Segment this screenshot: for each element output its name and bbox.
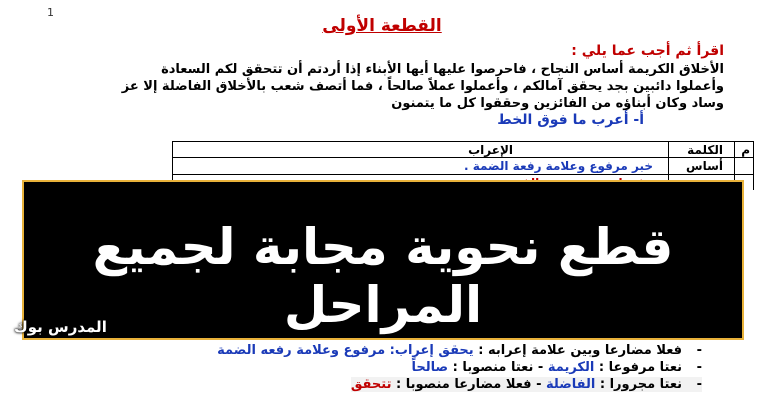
answer-key: الفاضلة bbox=[546, 377, 596, 392]
question-label: أ- أعرب ما فوق الخط bbox=[497, 112, 644, 128]
answer-line bbox=[217, 343, 702, 358]
answer-line bbox=[351, 377, 702, 392]
answer-text: نعتا مجرورا : bbox=[599, 377, 683, 392]
passage-line-2: وأعملوا دائبين بجد يحقق آمالكم ، وأعملوا عملاً صالحاً ، فما أتصف شعب بالأخلاق الفاضلة إلا عز bbox=[121, 79, 724, 94]
answer-rest: - فعلا مضارعا منصوبا : bbox=[396, 377, 542, 392]
answer-line bbox=[412, 360, 702, 375]
answer-rest: إعراب: مرفوع وعلامة رفعه الضمة bbox=[217, 343, 434, 358]
bullet: - bbox=[696, 377, 702, 392]
watermark: المدرس بوك bbox=[14, 318, 107, 336]
answer-key: يحقق bbox=[438, 343, 474, 358]
bullet: - bbox=[696, 343, 702, 358]
answer-text: نعتا مرفوعا : bbox=[598, 360, 683, 375]
table-row-word: أساس bbox=[686, 159, 723, 173]
header-irab: الإعراب bbox=[468, 143, 513, 157]
answer-key-2: صالحاً bbox=[411, 360, 449, 375]
bullet: - bbox=[696, 360, 702, 375]
promo-banner bbox=[22, 180, 744, 340]
passage-line-3: وساد وكان أبناؤه من الفائزين وحققوا كل ما يتمنون bbox=[391, 96, 724, 111]
answer-rest: - نعتا منصوبا : bbox=[452, 360, 544, 375]
table-row-divider bbox=[173, 157, 753, 158]
page-title: القطعة الأولى bbox=[322, 16, 442, 36]
answer-key-2: تتحقق bbox=[350, 377, 392, 392]
answer-text: فعلا مضارعا وبين علامة إعرابه : bbox=[478, 343, 683, 358]
table-row-divider bbox=[173, 174, 753, 175]
passage-line-1: الأخلاق الكريمة أساس النجاح ، فاحرصوا عليها أيها الأبناء إذا أردتم أن تتحقق لكم السعادة bbox=[161, 62, 724, 77]
banner-title: قطع نحوية مجابة لجميع المراحل bbox=[92, 218, 674, 334]
instruction: اقرأ ثم أجب عما يلي : bbox=[571, 43, 724, 59]
answer-key: الكريمة bbox=[547, 360, 595, 375]
header-num: م bbox=[741, 143, 750, 157]
page-number: 1 bbox=[47, 6, 54, 19]
table-row-irab: خبر مرفوع وعلامة رفعة الضمة . bbox=[464, 159, 653, 173]
header-word: الكلمة bbox=[687, 143, 723, 157]
